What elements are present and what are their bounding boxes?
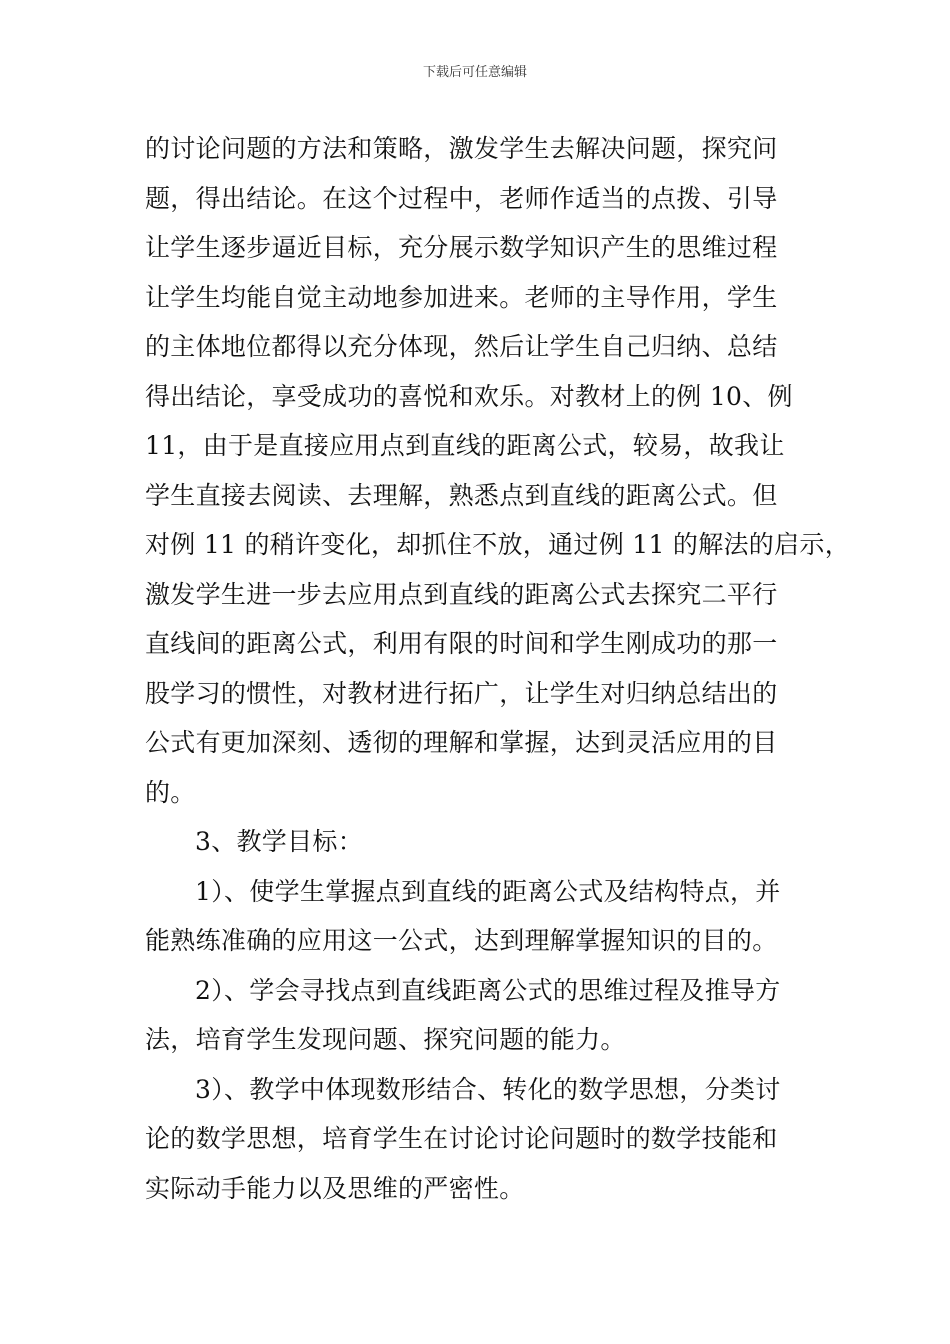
text-line: 3）、教学中体现数形结合、转化的数学思想，分类讨	[195, 1074, 781, 1104]
text-line: 法，培育学生发现问题、探究问题的能力。	[145, 1025, 626, 1054]
text-line: 1）、使学生掌握点到直线的距离公式及结构特点，并	[195, 876, 781, 906]
objective-2	[145, 966, 810, 1065]
page-header: 下载后可任意编辑	[422, 65, 527, 80]
text-line: 题，得出结论。在这个过程中，老师作适当的点拨、引导	[145, 183, 778, 213]
text-line: 实际动手能力以及思维的严密性。	[145, 1173, 525, 1203]
text-line: 11，由于是直接应用点到直线的距离公式，较易，故我让	[145, 431, 785, 460]
section-heading: 3、教学目标：	[195, 827, 364, 856]
text-line: 让学生逐步逼近目标，充分展示数学知识产生的思维过程	[145, 233, 778, 262]
text-line: 能熟练准确的应用这一公式，达到理解掌握知识的目的。	[145, 926, 778, 955]
objective-3	[145, 1065, 810, 1214]
text-line: 激发学生进一步去应用点到直线的距离公式去探究二平行	[145, 579, 778, 609]
text-line: 得出结论，享受成功的喜悦和欢乐。对教材上的例 10、例	[145, 381, 793, 411]
text-line: 论的数学思想，培育学生在讨论讨论问题时的数学技能和	[145, 1124, 778, 1153]
paragraph-teaching-method	[145, 124, 851, 817]
text-line: 的讨论问题的方法和策略，激发学生去解决问题，探究问	[145, 134, 778, 163]
document-body	[145, 124, 851, 1213]
text-line: 学生直接去阅读、去理解，熟悉点到直线的距离公式。但	[145, 480, 778, 510]
text-line: 股学习的惯性，对教材进行拓广，让学生对归纳总结出的	[145, 678, 778, 708]
text-line: 让学生均能自觉主动地参加进来。老师的主导作用，学生	[145, 282, 778, 312]
text-line: 2）、学会寻找点到直线距离公式的思维过程及推导方	[195, 975, 781, 1005]
objective-1	[145, 867, 810, 966]
text-line: 对例 11 的稍许变化，却抓住不放，通过例 11 的解法的启示，	[145, 530, 851, 559]
text-line: 的。	[145, 777, 196, 807]
text-line: 公式有更加深刻、透彻的理解和掌握，达到灵活应用的目	[145, 728, 778, 757]
text-line: 直线间的距离公式，利用有限的时间和学生刚成功的那一	[145, 629, 778, 658]
text-line: 的主体地位都得以充分体现，然后让学生自己归纳、总结	[145, 332, 778, 361]
